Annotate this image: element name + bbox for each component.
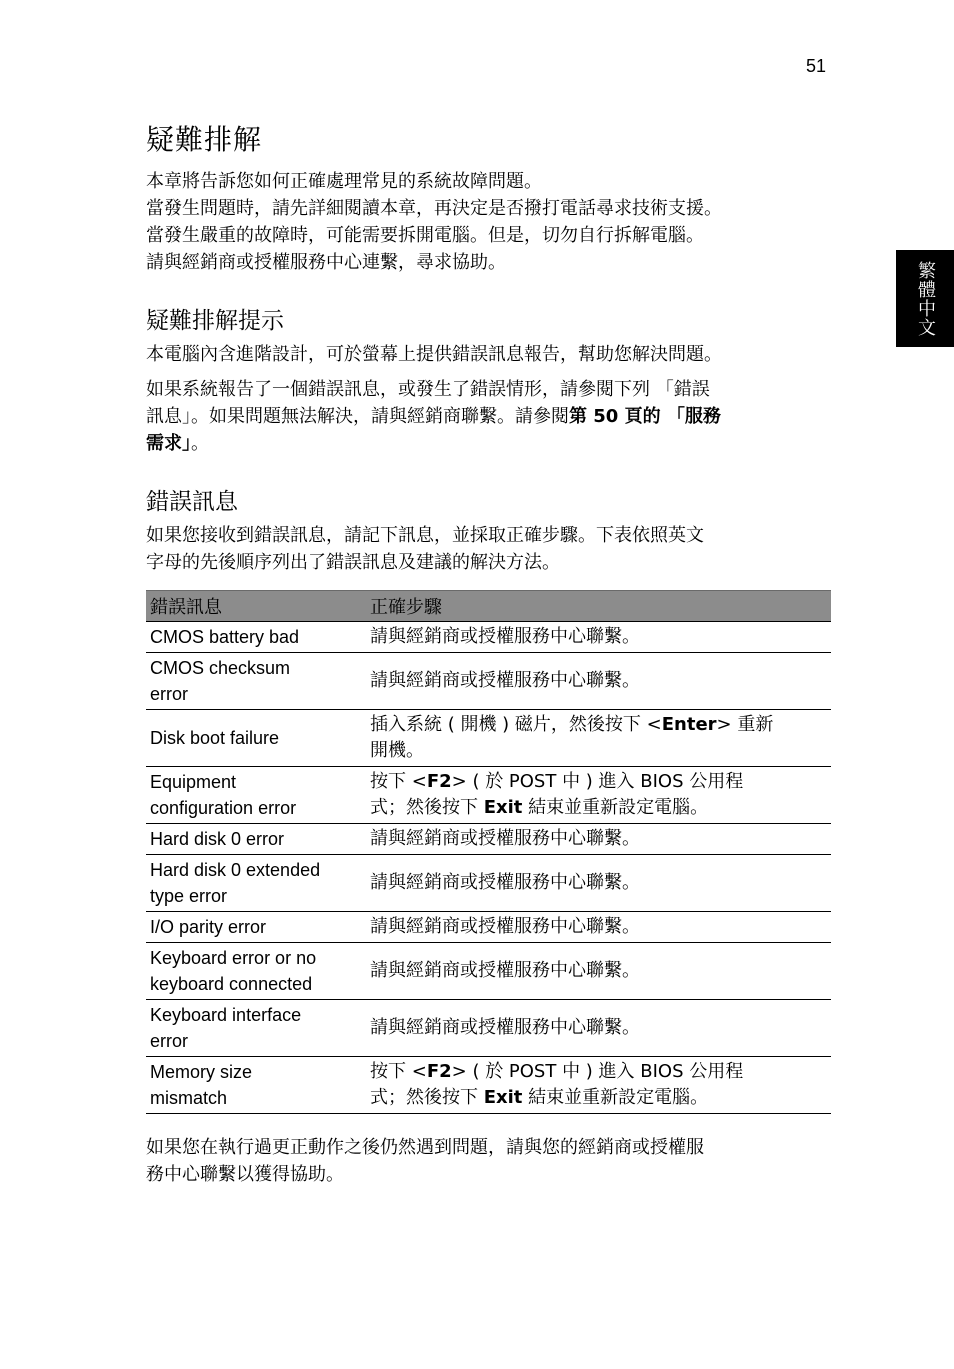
intro-text <box>146 168 831 276</box>
key-term: Exit <box>483 797 523 818</box>
table-row <box>146 622 831 653</box>
section-heading: 錯誤訊息 <box>146 489 238 515</box>
table-row <box>146 855 831 912</box>
service-requirements-reference: 第 50 頁的 「服務 <box>569 406 721 427</box>
tips-text: 訊息」。如果問題無法解決，請與經銷商聯繫。請參閱 <box>146 406 569 427</box>
table-row <box>146 824 831 855</box>
column-header-corrective-action: 正確步驟 <box>362 591 831 622</box>
error-messages-table <box>146 590 831 1114</box>
tips-text: 。 <box>191 433 209 454</box>
key-term: Enter <box>661 714 717 735</box>
table-row <box>146 653 831 710</box>
intro-line: 當發生嚴重的故障時，可能需要拆開電腦。但是，切勿自行拆解電腦。 <box>146 225 704 246</box>
table-row <box>146 912 831 943</box>
errors-intro-line: 如果您接收到錯誤訊息，請記下訊息，並採取正確步驟。下表依照英文 <box>146 525 704 546</box>
error-message-cell: Keyboard interface error <box>146 1000 362 1057</box>
key-term: F2 <box>426 1061 452 1082</box>
table-row <box>146 1057 831 1114</box>
error-message-cell: Memory size mismatch <box>146 1057 362 1114</box>
key-term: Exit <box>483 1087 523 1108</box>
error-message-cell: Keyboard error or no keyboard connected <box>146 943 362 1000</box>
corrective-action-cell: 請與經銷商或授權服務中心聯繫。 <box>362 1000 831 1057</box>
corrective-action-cell: 按下 <F2> ( 於 POST 中 ) 進入 BIOS 公用程 式；然後按下 Exit 結束並重新設定電腦。 <box>362 767 831 824</box>
page-number: 51 <box>806 56 827 76</box>
corrective-action-cell: 請與經銷商或授權服務中心聯繫。 <box>362 912 831 943</box>
page-title: 疑難排解 <box>146 123 263 156</box>
tips-paragraph-line: 如果系統報告了一個錯誤訊息，或發生了錯誤情形，請參閱下列 「錯誤 <box>146 379 710 400</box>
key-term: F2 <box>426 771 452 792</box>
closing-note-line: 如果您在執行過更正動作之後仍然遇到問題，請與您的經銷商或授權服 <box>146 1137 704 1158</box>
errors-intro-line: 字母的先後順序列出了錯誤訊息及建議的解決方法。 <box>146 552 560 573</box>
service-requirements-reference-end: 需求」 <box>146 433 191 454</box>
tips-paragraph: 本電腦內含進階設計，可於螢幕上提供錯誤訊息報告，幫助您解決問題。 <box>146 344 722 365</box>
error-message-cell: CMOS battery bad <box>146 622 362 653</box>
table-row <box>146 943 831 1000</box>
column-header-error-message: 錯誤訊息 <box>146 591 362 622</box>
table-row <box>146 710 831 767</box>
tips-paragraph-line <box>146 403 831 430</box>
corrective-action-cell: 請與經銷商或授權服務中心聯繫。 <box>362 653 831 710</box>
corrective-action-cell: 插入系統 ( 開機 ) 磁片，然後按下 <Enter> 重新 開機。 <box>362 710 831 767</box>
corrective-action-cell: 請與經銷商或授權服務中心聯繫。 <box>362 824 831 855</box>
corrective-action-cell: 請與經銷商或授權服務中心聯繫。 <box>362 622 831 653</box>
closing-note-line: 務中心聯繫以獲得協助。 <box>146 1164 344 1185</box>
intro-line: 當發生問題時，請先詳細閱讀本章，再決定是否撥打電話尋求技術支援。 <box>146 198 722 219</box>
table-row <box>146 767 831 824</box>
page-content <box>146 118 831 1188</box>
table-body <box>146 622 831 1114</box>
error-message-cell: Hard disk 0 extended type error <box>146 855 362 912</box>
intro-line: 本章將告訴您如何正確處理常見的系統故障問題。 <box>146 171 542 192</box>
error-message-cell: Hard disk 0 error <box>146 824 362 855</box>
error-message-cell: CMOS checksum error <box>146 653 362 710</box>
corrective-action-cell: 請與經銷商或授權服務中心聯繫。 <box>362 855 831 912</box>
corrective-action-cell: 按下 <F2> ( 於 POST 中 ) 進入 BIOS 公用程 式；然後按下 Exit 結束並重新設定電腦。 <box>362 1057 831 1114</box>
table-row <box>146 1000 831 1057</box>
tips-paragraph-line <box>146 430 831 457</box>
corrective-action-cell: 請與經銷商或授權服務中心聯繫。 <box>362 943 831 1000</box>
language-tab <box>896 250 954 347</box>
error-messages-section <box>146 483 831 1188</box>
table-header-row <box>146 591 831 622</box>
section-heading: 疑難排解提示 <box>146 308 284 334</box>
error-message-cell: I/O parity error <box>146 912 362 943</box>
language-tab-label: 繁體中文 <box>915 260 936 337</box>
intro-line: 請與經銷商或授權服務中心連繫，尋求協助。 <box>146 252 506 273</box>
closing-note <box>146 1134 831 1188</box>
troubleshooting-tips-section <box>146 302 831 457</box>
error-message-cell: Equipment configuration error <box>146 767 362 824</box>
error-message-cell: Disk boot failure <box>146 710 362 767</box>
